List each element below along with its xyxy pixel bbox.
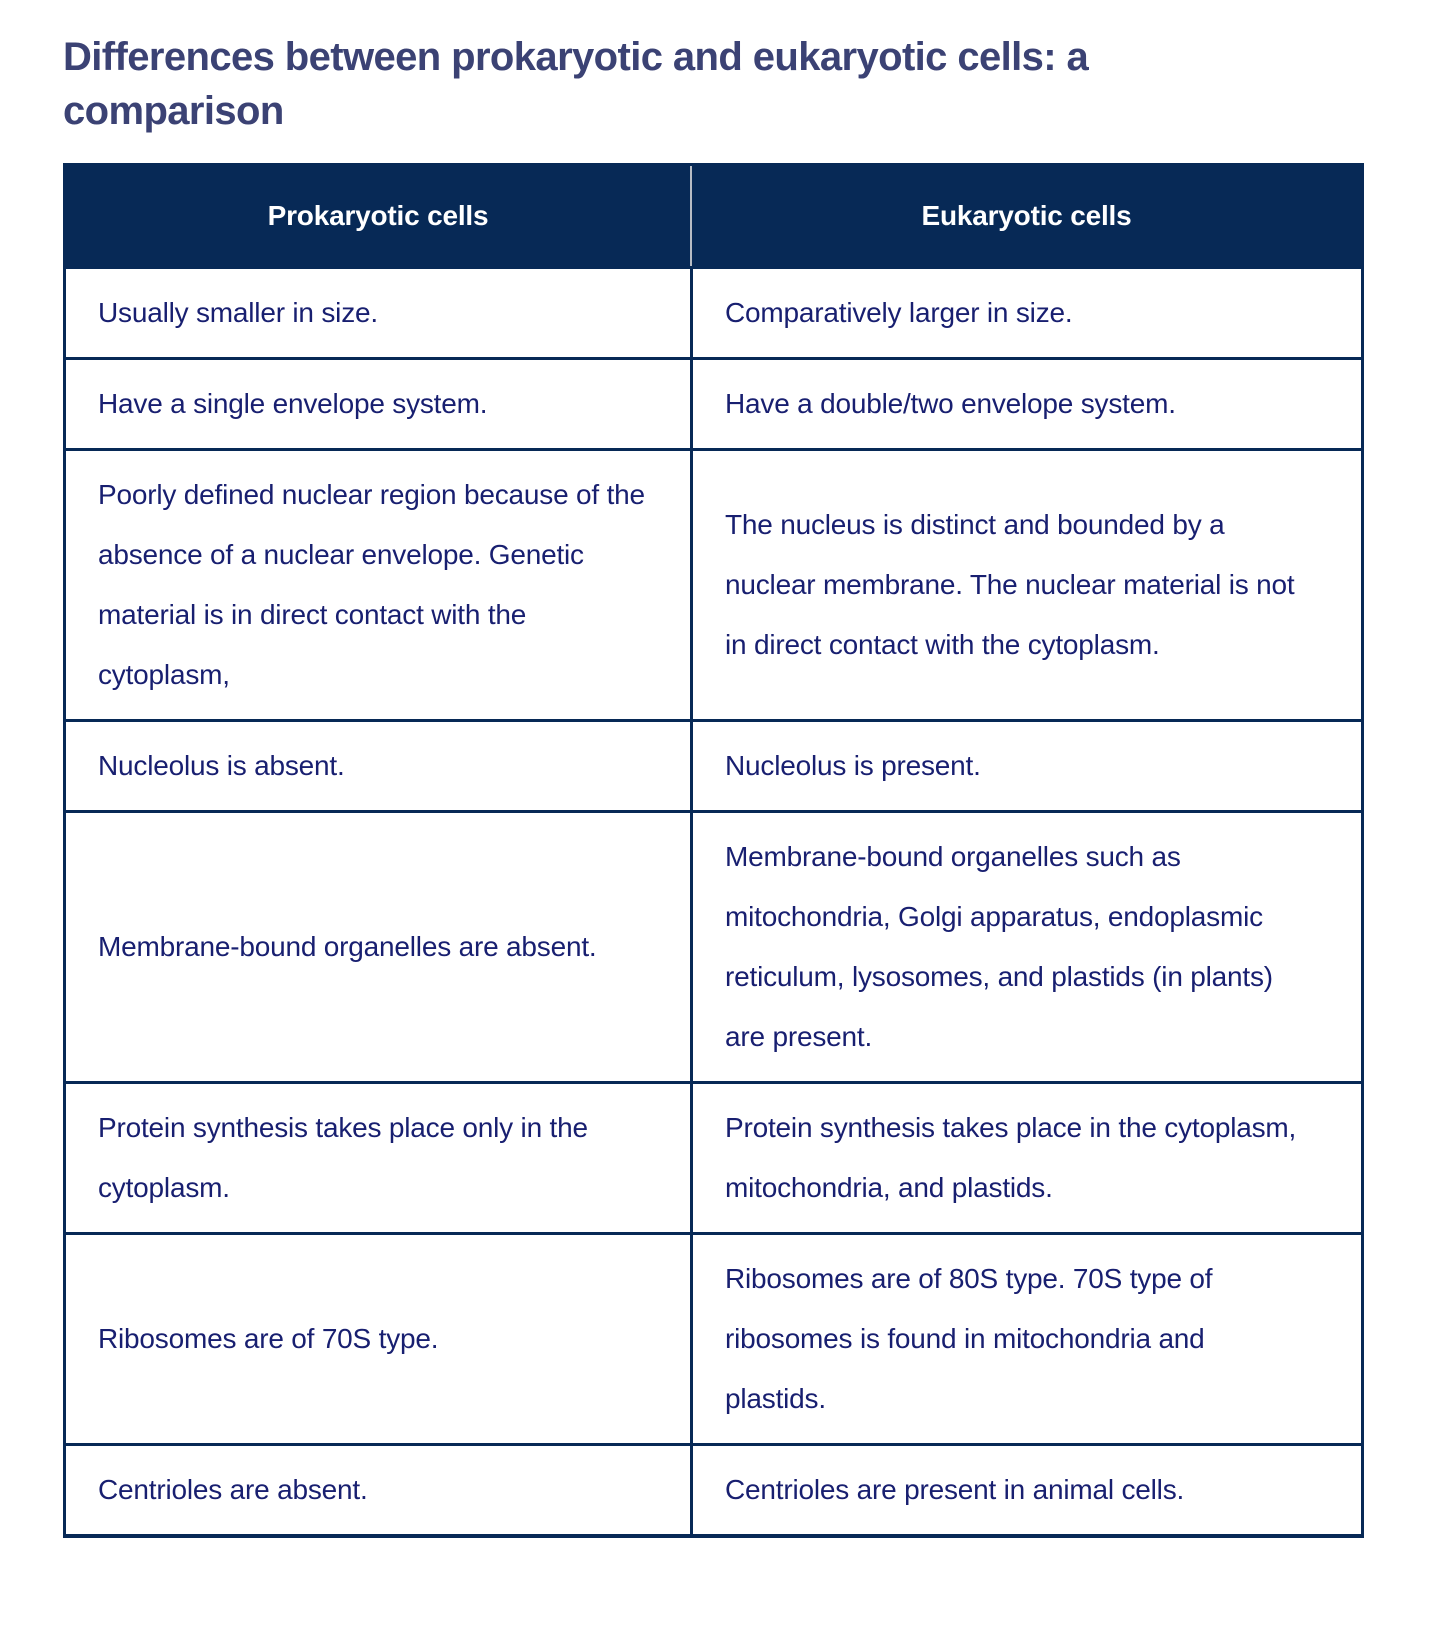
cell-eukaryotic bbox=[690, 1235, 1361, 1443]
cell-text: Membrane-bound organelles such as mitochondria, Golgi apparatus, endoplasmic reticulum, lysosomes, and plastids (in plants) are present. bbox=[725, 841, 1273, 1052]
cell-prokaryotic bbox=[66, 1084, 690, 1232]
table-row bbox=[66, 810, 1361, 1081]
cell-text: Ribosomes are of 80S type. 70S type of ribosomes is found in mitochondria and plastids. bbox=[725, 1263, 1213, 1414]
table-row bbox=[66, 1081, 1361, 1232]
table-header-row bbox=[66, 166, 1361, 266]
cell-text: Membrane-bound organelles are absent. bbox=[98, 931, 597, 962]
cell-eukaryotic bbox=[690, 269, 1361, 357]
cell-eukaryotic bbox=[690, 1446, 1361, 1534]
column-header-prokaryotic: Prokaryotic cells bbox=[267, 200, 489, 231]
cell-text: Protein synthesis takes place in the cytoplasm, mitochondria, and plastids. bbox=[725, 1112, 1297, 1203]
cell-text: Ribosomes are of 70S type. bbox=[98, 1323, 439, 1354]
cell-prokaryotic bbox=[66, 269, 690, 357]
table-row bbox=[66, 357, 1361, 448]
cell-prokaryotic bbox=[66, 451, 690, 719]
cell-eukaryotic bbox=[690, 722, 1361, 810]
cell-text: Poorly defined nuclear region because of the absence of a nuclear envelope. Genetic material is in direct contact with the cytoplasm, bbox=[98, 479, 645, 690]
cell-text: Usually smaller in size. bbox=[98, 297, 378, 328]
table-row bbox=[66, 1443, 1361, 1534]
cell-prokaryotic bbox=[66, 722, 690, 810]
table-row bbox=[66, 448, 1361, 719]
cell-text: Protein synthesis takes place only in the cytoplasm. bbox=[98, 1112, 588, 1203]
table-row bbox=[66, 719, 1361, 810]
cell-eukaryotic bbox=[690, 451, 1361, 719]
cell-prokaryotic bbox=[66, 1446, 690, 1534]
cell-text: Comparatively larger in size. bbox=[725, 297, 1073, 328]
cell-prokaryotic bbox=[66, 813, 690, 1081]
cell-text: Have a single envelope system. bbox=[98, 388, 488, 419]
cell-text: Centrioles are present in animal cells. bbox=[725, 1474, 1185, 1505]
cell-eukaryotic bbox=[690, 1084, 1361, 1232]
cell-text: Have a double/two envelope system. bbox=[725, 388, 1176, 419]
table-row bbox=[66, 266, 1361, 357]
cell-eukaryotic bbox=[690, 360, 1361, 448]
table-row bbox=[66, 1232, 1361, 1443]
column-header-eukaryotic: Eukaryotic cells bbox=[690, 166, 1361, 266]
page-title: Differences between prokaryotic and eukaryotic cells: a comparison bbox=[63, 35, 1089, 133]
cell-text: Centrioles are absent. bbox=[98, 1474, 368, 1505]
cell-text: The nucleus is distinct and bounded by a nuclear membrane. The nuclear material is not in direct contact with the cytoplasm. bbox=[725, 509, 1295, 660]
page-content bbox=[63, 30, 1364, 1538]
cell-eukaryotic bbox=[690, 813, 1361, 1081]
cell-text: Nucleolus is absent. bbox=[98, 750, 345, 781]
cell-prokaryotic bbox=[66, 360, 690, 448]
cell-prokaryotic bbox=[66, 1235, 690, 1443]
cell-text: Nucleolus is present. bbox=[725, 750, 981, 781]
comparison-table bbox=[63, 163, 1364, 1538]
